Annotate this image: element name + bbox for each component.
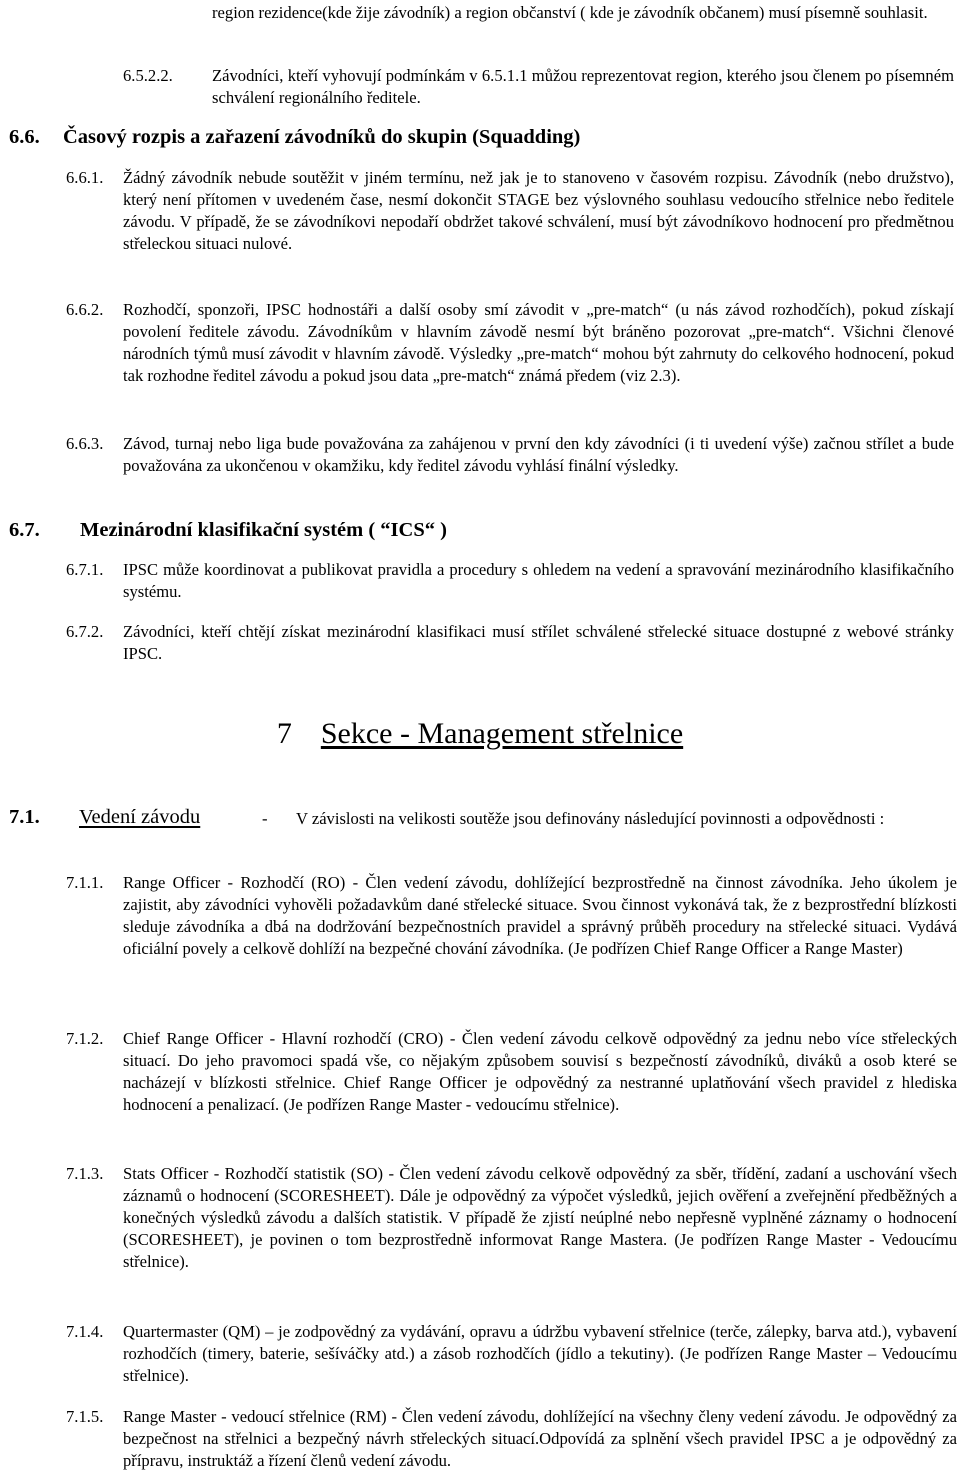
paragraph-number: 6.6.1. [66, 168, 104, 187]
paragraph-6-6-1: Žádný závodník nebude soutěžit v jiném termínu, než jak je to stanoveno v časovém rozpisu. Závodník (nebo družstvo), který není přítomen v uvedeném čase, nesmí dokončit STAGE bez výslovného souhlasu vedoucího střelnice nebo ředitele závodu. V případě, že se závodníkovi nepodaří obdržet takové schválení, musí být závodníkovo hodnocení pro předmětnou střeleckou situaci nulové. [123, 168, 954, 253]
section-dash: - [262, 809, 268, 828]
paragraph-6-6-3: Závod, turnaj nebo liga bude považována za zahájenou v první den kdy závodníci (i ti uvedení výše) začnou střílet a bude považována za ukončenou v okamžiku, kdy ředitel závodu vyhlásí finální výsledky. [123, 434, 954, 475]
paragraph-6-7-1: IPSC může koordinovat a publikovat pravidla a procedury s ohledem na vedení a spravování mezinárodního klasifikačního systému. [123, 560, 954, 601]
section-7-1-intro: V závislosti na velikosti soutěže jsou definovány následující povinnosti a odpovědnosti : [296, 809, 885, 828]
paragraph-7-1-2: Chief Range Officer - Hlavní rozhodčí (CRO) - Člen vedení závodu celkově odpovědný za jednu nebo více střeleckých situací. Do jeho pravomoci spadá vše, co nějakým způsobem souvisí s bezpečností závodníků, diváků a osob které se nacházejí v blízkosti střelnice. Chief Range Officer je odpovědný za nestranné uplatňování všech pravidel z hlediska hodnocení a penalizací. (Je podřízen Range Master - vedoucímu střelnice). [123, 1029, 957, 1114]
chapter-title: Sekce - Management střelnice [320, 717, 684, 750]
chapter-number: 7 [276, 717, 292, 750]
paragraph-6-5-2-2: Závodníci, kteří vyhovují podmínkám v 6.5.1.1 můžou reprezentovat region, kterého jsou členem po písemném schválení regionálního ředitele. [212, 66, 954, 107]
section-title: Mezinárodní klasifikační systém ( “ICS“ ) [80, 519, 447, 541]
section-title: Časový rozpis a zařazení závodníků do skupin (Squadding) [63, 126, 581, 148]
chapter-heading-7 [0, 717, 960, 755]
paragraph-7-1-3: Stats Officer - Rozhodčí statistik (SO) - Člen vedení závodu celkově odpovědný za sběr, třídění, zadaní a uschování všech záznamů o hodnocení (SCORESHEET). Dále je odpovědný za výpočet výsledků, jejich ověření a zveřejnění předběžných a konečných výsledků závodu a dalších statistik. V případě že zjistí neúplné nebo nepřesně vyplněné záznamy o hodnocení (SCORESHEET), je povinen o tom bezprostředně informovat Range Mastera. (Je podřízen Range Master - Vedoucímu střelnice). [123, 1164, 957, 1271]
section-heading-6-6 [0, 125, 960, 151]
paragraph-number: 6.6.2. [66, 300, 104, 319]
paragraph-number: 6.6.3. [66, 434, 104, 453]
paragraph-7-1-4: Quartermaster (QM) – je zodpovědný za vydávání, opravu a údržbu vybavení střelnice (terče, zálepky, barva atd.), vybavení rozhodčích (timery, baterie, sešíváčky atd.) a zásob rozhodčích (jídlo a tekutiny). (Je podřízen Range Master – Vedoucímu střelnice). [123, 1322, 957, 1385]
paragraph-continuation: region rezidence(kde žije závodník) a region občanství ( kde je závodník občanem) musí písemně souhlasit. [212, 3, 928, 22]
paragraph-6-7-2: Závodníci, kteří chtějí získat mezinárodní klasifikaci musí střílet schválené střelecké situace dostupné z webové stránky IPSC. [123, 622, 954, 663]
section-title: Vedení závodu [79, 806, 201, 828]
paragraph-number: 6.7.2. [66, 622, 104, 641]
paragraph-number: 7.1.4. [66, 1322, 104, 1341]
section-heading-6-7 [0, 518, 960, 544]
section-number: 6.6. [9, 126, 40, 148]
section-number: 7.1. [9, 806, 40, 828]
paragraph-number: 7.1.3. [66, 1164, 104, 1183]
paragraph-number: 6.5.2.2. [123, 66, 173, 85]
paragraph-7-1-1: Range Officer - Rozhodčí (RO) - Člen vedení závodu, dohlížející bezprostředně na činnost závodníka. Jeho úkolem je zajistit, aby závodníci vyhověli požadavkům dané střelecké situace. Svou činnost vykonává tak, že z bezprostřední blízkosti sleduje závodníka a dbá na dodržování bezpečnostních pravidel a správný průběh procedury na střelecké situaci. Vydává oficiální povely a celkově dohlíží na bezpečné chování závodníka. (Je podřízen Chief Range Officer a Range Master) [123, 873, 957, 958]
paragraph-number: 7.1.2. [66, 1029, 104, 1048]
paragraph-number: 6.7.1. [66, 560, 104, 579]
paragraph-7-1-5: Range Master - vedoucí střelnice (RM) - Člen vedení závodu, dohlížející na všechny členy vedení závodu. Je odpovědný za bezpečnost na střelnici a bezpečný návrh střeleckých situací.Odpovídá za splnění všech pravidel IPSC a je odpovědný za přípravu, instruktáž a řízení členů vedení závodu. [123, 1407, 957, 1470]
paragraph-number: 7.1.5. [66, 1407, 104, 1426]
section-number: 6.7. [9, 519, 40, 541]
paragraph-6-6-2: Rozhodčí, sponzoři, IPSC hodnostáři a další osoby smí závodit v „pre-match“ (u nás závod rozhodčích), pokud získají povolení ředitele závodu. Závodníkům v hlavním závodě nesmí být bráněno pozorovat „pre-match“. Všichni členové národních týmů musí závodit v hlavním závodě. Výsledky „pre-match“ mohou být zahrnuty do celkového hodnocení, pokud tak rozhodne ředitel závodu a pokud jsou data „pre-match“ známá předem (viz 2.3). [123, 300, 954, 385]
paragraph-number: 7.1.1. [66, 873, 104, 892]
